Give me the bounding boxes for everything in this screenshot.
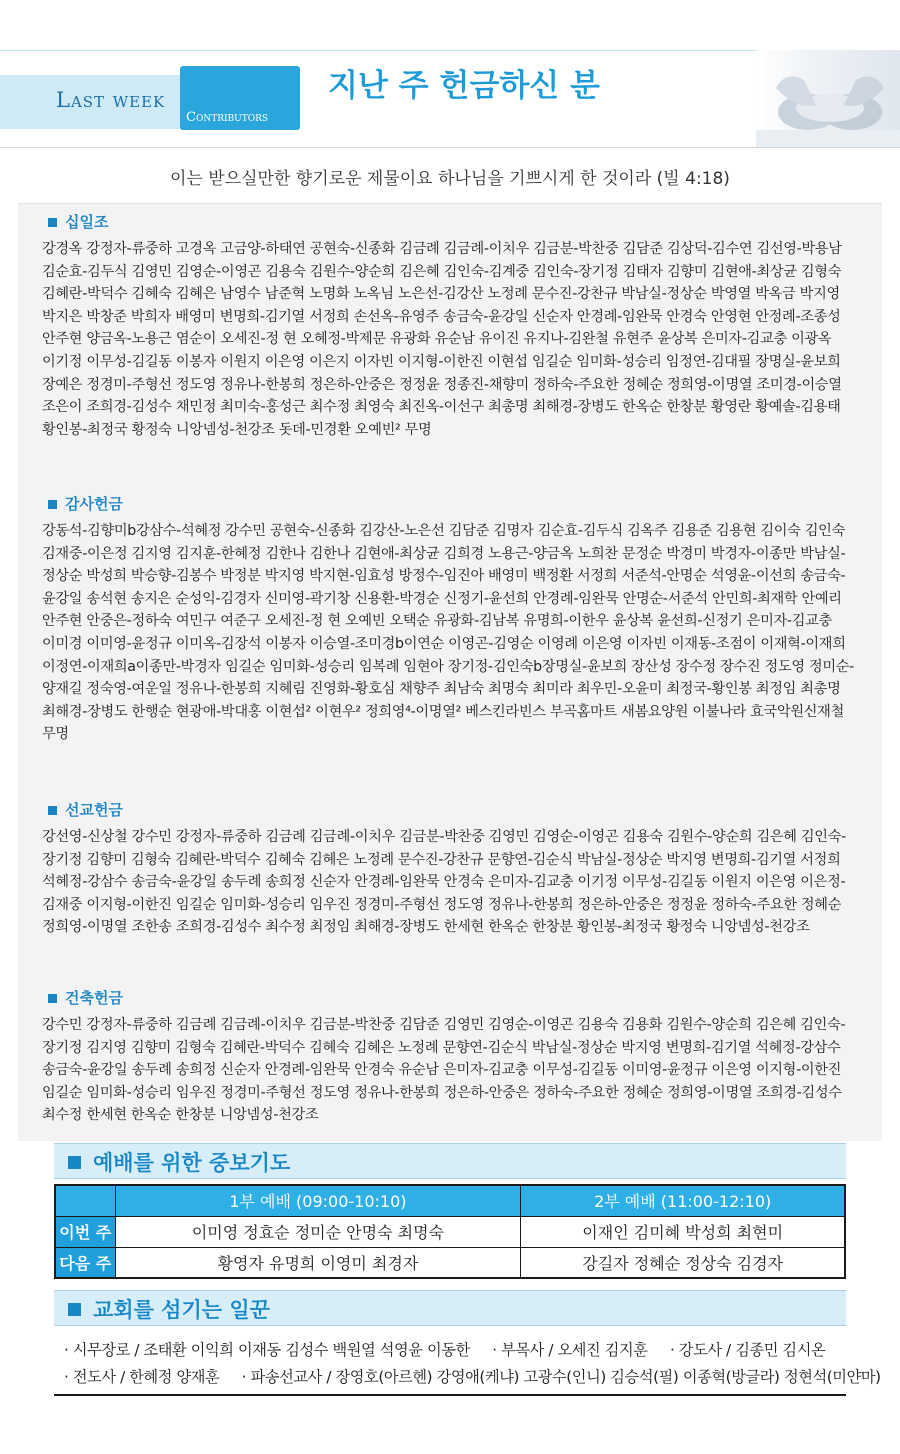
worker-group: · 파송선교사 / 장영호(아르헨) 강영애(케냐) 고광수(인니) 김승석(필) 이종혁(방글라) 정현석(미얀마) <box>241 1368 881 1386</box>
page-header <box>0 0 900 148</box>
section-title: 십일조 <box>65 213 109 231</box>
first-service-names: 이미영 정효순 정미순 안명숙 최명숙 <box>115 1216 521 1247</box>
prayer-title: 예배를 위한 중보기도 <box>93 1151 291 1175</box>
badge-line1: Last week <box>56 88 166 112</box>
header-blank-cell <box>55 1185 115 1216</box>
worker-group: · 부목사 / 오세진 김지훈 <box>492 1341 648 1359</box>
workers-line-2 <box>64 1366 899 1387</box>
badge-line2: Contributors <box>186 110 269 125</box>
section-names: 강수민 강정자-류중하 김금례 김금례-이치우 김금분-박찬중 김담준 김영민 김영순-이영곤 김용숙 김용화 김원수-양순희 김은혜 김인숙-장기정 김지영 김향미 김형숙 김혜란-박덕수 김혜숙 김혜은 노정례 문향연-김순식 박남실-정상순 박지영 변명희-김기열 석혜정-강삼수 송금숙-윤강일 송두례 송희정 신순자 안경례-임완묵 안경숙 유순남 은미자-김교충 이무성-김길동 이미영-윤정규 이은영 이지형-이한진 임길순 임미화-성승리 임우진 정경미-주형선 정도영 정유나-한봉희 정은하-안중은 정하숙-주요한 정혜순 정희영-이명열 조희경-김성수 최수정 한세현 한옥순 한창분 니앙넴성-천강조 <box>42 1017 846 1124</box>
scripture-verse: 이는 받으실만한 향기로운 제물이요 하나님을 기쁘시게 한 것이라 (빌 4:18) <box>170 169 730 189</box>
section-mission <box>42 800 862 939</box>
square-bullet-icon <box>68 1303 81 1316</box>
section-names: 강선영-신상철 강수민 강정자-류중하 김금례 김금례-이치우 김금분-박찬중 김영민 김영순-이영곤 김용숙 김원수-양순희 김은혜 김인숙-장기정 김향미 김형숙 김혜란-박덕수 김혜숙 김혜은 노정례 문수진-강찬규 문향연-김순식 박남실-정상순 박지영 변명희-김기열 서정희 석혜정-강삼수 송금숙-윤강일 송두례 송희정 신순자 안경례-임완묵 안경숙 은미자-김교충 이기정 이무성-김길동 이원지 이은영 이은정-김재중 이지형-이한진 임길순 임미화-성승리 임우진 정경미-주형선 정도영 정유나-한봉희 정은하-안중은 정정윤 정하숙-주요한 정혜순 정희영-이명열 조한송 조희경-김성수 최수정 최정임 최해경-장병도 한세현 한옥순 한창분 황인봉-최정국 황정숙 니앙넴성-천강조 <box>42 829 846 936</box>
section-title: 감사헌금 <box>65 495 123 513</box>
section-title: 선교헌금 <box>65 801 123 819</box>
worker-group: · 시무장로 / 조태환 이익희 이재동 김성수 백원열 석영윤 이동한 <box>64 1341 470 1359</box>
second-service-names: 이재인 김미혜 박성희 최현미 <box>521 1216 845 1247</box>
section-building <box>42 988 862 1127</box>
prayer-row-this-week <box>55 1216 845 1247</box>
first-service-names: 황영자 유명희 이영미 최경자 <box>115 1247 521 1278</box>
header-second-service: 2부 예배 (11:00-12:10) <box>521 1185 845 1216</box>
square-bullet-icon <box>68 1156 81 1169</box>
prayer-row-next-week <box>55 1247 845 1278</box>
worker-group: · 강도사 / 김종민 김시온 <box>669 1341 826 1359</box>
row-label: 다음 주 <box>55 1247 115 1278</box>
section-title: 건축헌금 <box>65 989 123 1007</box>
prayer-table-header <box>55 1185 845 1216</box>
square-bullet-icon <box>48 500 57 509</box>
prayer-band <box>54 1143 846 1179</box>
section-thanks <box>42 494 862 746</box>
workers-line-1 <box>64 1339 843 1360</box>
row-label: 이번 주 <box>55 1216 115 1247</box>
prayer-table <box>54 1184 846 1279</box>
square-bullet-icon <box>48 806 57 815</box>
workers-list <box>54 1330 881 1396</box>
section-tithe <box>42 212 862 441</box>
square-bullet-icon <box>48 218 57 227</box>
header-bottom-divider <box>0 147 900 148</box>
second-service-names: 강길자 정혜순 정상숙 김경자 <box>521 1247 845 1278</box>
section-names: 강동석-김향미b강삼수-석혜정 강수민 공현숙-신종화 김강산-노은선 김담준 김명자 김순효-김두식 김옥주 김용준 김용현 김이숙 김인숙 김재중-이은정 김지영 김지훈-한혜정 김한나 김한나 김현애-최상균 김희경 노용근-양금옥 노희찬 문정순 박경미 박경자-이종만 박남실-정상순 박성희 박승향-김봉수 박정분 박지영 박지현-임효성 방정수-임진아 배영미 백정환 서정희 서준석-안명순 석영윤-이선희 송금숙-윤강일 송석현 송지은 순성익-김경자 신미영-곽기창 신용환-박경순 신정기-윤선희 안경례-임완묵 안명순-서준석 안민희-최재학 안예리 안주현 안중은-정하숙 여민구 여준구 오세진-정 현 오예빈 오택순 유광화-김남복 유명희-이한우 윤상복 윤선희-신정기 은미자-김교충 이미경 이미영-윤정규 이미옥-김장석 이봉자 이승열-조미경b이연순 이영곤-김영순 이영례 이은영 이자빈 이재동-조점이 이재혁-이재희 이정연-이재희a이종만-박경자 임길순 임미화-성승리 임복례 임현아 장기정-김인숙b장명실-윤보희 장산성 장수정 장수진 정도영 정미순-양재길 정숙영-여운일 정유나-한봉희 지혜림 진영화-황호심 채향주 최남숙 최명숙 최미라 최우민-오윤미 최정국-황인봉 최정임 최총명 최해경-장병도 한행순 현광애-박대홍 이현섭² 이현우² 정희영⁴-이명열² 베스킨라빈스 부곡홈마트 새봄요양원 이불나라 효국악원신재철 무명 <box>42 523 854 743</box>
open-hands-icon <box>756 50 900 147</box>
square-bullet-icon <box>48 994 57 1003</box>
header-first-service: 1부 예배 (09:00-10:10) <box>115 1185 521 1216</box>
workers-band <box>54 1290 846 1326</box>
workers-title: 교회를 섬기는 일꾼 <box>93 1298 270 1322</box>
section-names: 강경옥 강정자-류중하 고경옥 고금양-하태연 공현숙-신종화 김금례 김금례-이치우 김금분-박찬중 김담준 김상덕-김수연 김선영-박용남 김순효-김두식 김영민 김영순-이영곤 김용숙 김원수-양순희 김은혜 김인숙-김계중 김인숙-장기정 김태자 김향미 김현애-최상균 김형숙 김혜란-박덕수 김혜숙 김혜은 남영수 남준혁 노명화 노옥님 노은선-김강산 노정례 문수진-강찬규 박남실-정상순 박영열 박옥금 박지영 박지은 박창준 박희자 배영미 변명희-김기열 서정희 손선옥-유영주 송금숙-윤강일 신순자 안경례-임완묵 안경숙 안영현 안정례-조종성 안주현 양금옥-노용근 염순이 오세진-정 현 오혜정-박제문 유광화 유순남 유이진 유지나-김완철 유현주 윤상복 은미자-김교충 이광옥 이기정 이무성-김길동 이봉자 이원지 이은영 이은지 이자빈 이지형-이한진 이현섭 임길순 임미화-성승리 임정연-김대필 장명실-윤보희 장예은 정경미-주형선 정도영 정유나-한봉희 정은하-안중은 정정윤 정종진-채향미 정하숙-주요한 정혜순 정희영-이명열 조미경-이승열 조은이 조희경-김성수 채민정 최미숙-홍성근 최수정 최영숙 최진옥-이선구 최총명 최해경-장병도 한옥순 한창분 황영란 황예솔-김용태 황인봉-최정국 황정숙 니앙넴성-천강조 돗데-민경환 오예빈² 무명 <box>42 241 842 438</box>
worker-group: · 전도사 / 한혜정 양재훈 <box>64 1368 220 1386</box>
page-title: 지난 주 헌금하신 분 <box>328 68 600 104</box>
